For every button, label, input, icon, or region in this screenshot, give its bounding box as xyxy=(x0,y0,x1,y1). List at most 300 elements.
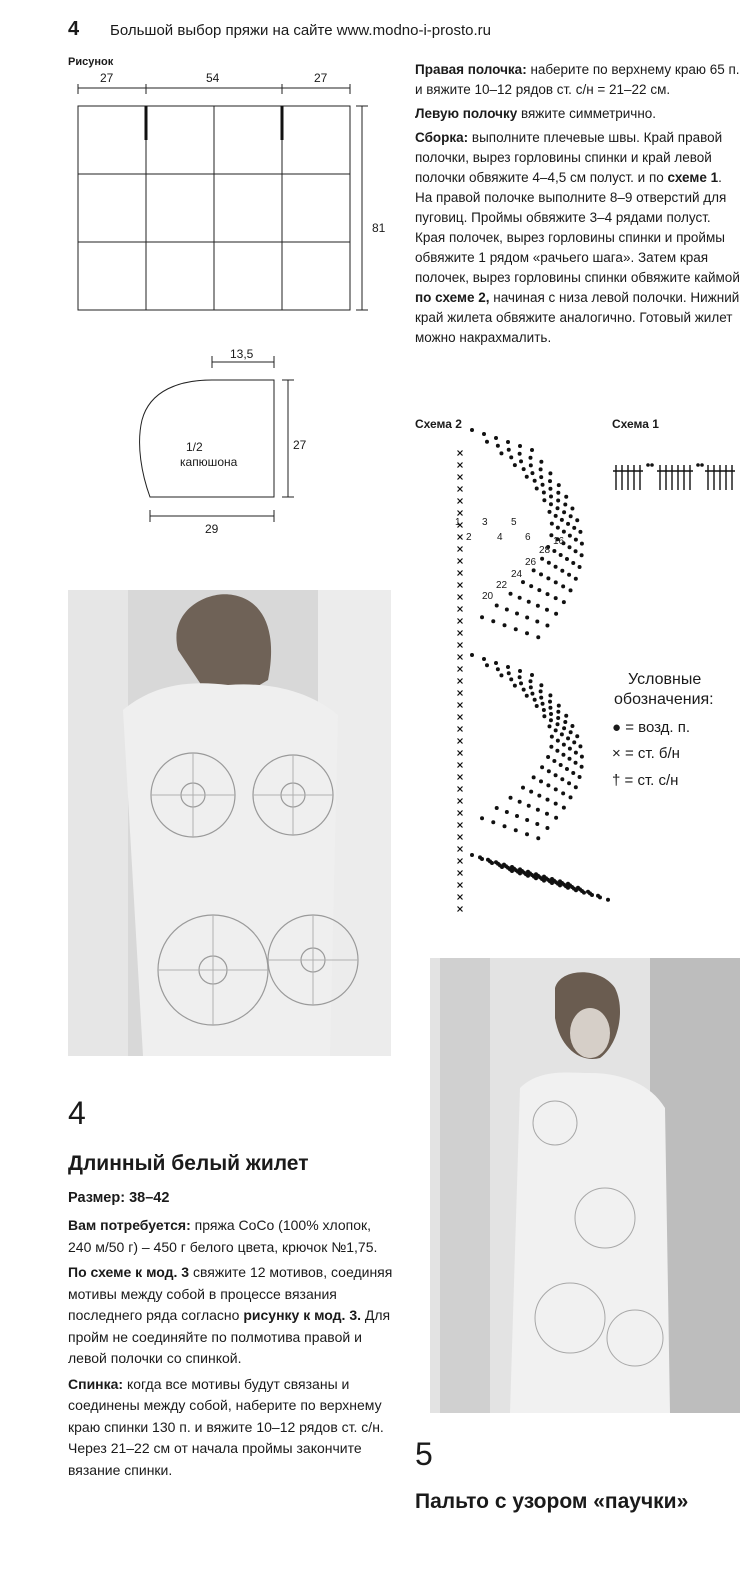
single-crochet-mark xyxy=(458,487,463,492)
scheme2-row-16: 16 xyxy=(553,536,565,547)
chain-stitch-dot xyxy=(578,530,582,534)
chain-stitch-dot xyxy=(571,771,575,775)
chain-stitch-icon: ● xyxy=(612,719,622,736)
chain-stitch-dot xyxy=(554,565,558,569)
chain-stitch-dot xyxy=(499,451,503,455)
legend-dc-text: = ст. с/н xyxy=(624,772,679,789)
chain-stitch-dot xyxy=(572,740,576,744)
chain-stitch-dot xyxy=(554,802,558,806)
chain-stitch-dot xyxy=(518,596,522,600)
chain-stitch-dot xyxy=(514,828,518,832)
chain-stitch-dot xyxy=(569,588,573,592)
chain-stitch-dot xyxy=(527,804,531,808)
chain-stitch-dot xyxy=(503,824,507,828)
chain-stitch-dot xyxy=(563,720,567,724)
scheme2-row-3: 3 xyxy=(482,517,488,528)
chain-stitch-dot xyxy=(578,565,582,569)
chain-stitch-dot xyxy=(569,514,573,518)
chain-stitch-dot xyxy=(513,684,517,688)
single-crochet-mark xyxy=(458,751,463,756)
chain-stitch-dot xyxy=(529,790,533,794)
chain-stitch-dot xyxy=(580,553,584,557)
chain-stitch-dot xyxy=(556,526,560,530)
chain-stitch-dot xyxy=(535,704,539,708)
chain-stitch-dot xyxy=(518,444,522,448)
chain-stitch-dot xyxy=(560,777,564,781)
chain-stitch-dot xyxy=(558,883,562,887)
chain-stitch-dot xyxy=(606,898,610,902)
single-crochet-mark xyxy=(458,691,463,696)
double-crochet-icon: † xyxy=(612,772,621,789)
chain-stitch-dot xyxy=(536,604,540,608)
chain-stitch-dot xyxy=(554,816,558,820)
chain-stitch-dot xyxy=(556,710,560,714)
chain-stitch-dot xyxy=(519,459,523,463)
chain-stitch-dot xyxy=(494,661,498,665)
chain-stitch-dot xyxy=(515,612,519,616)
single-crochet-mark xyxy=(458,583,463,588)
chain-stitch-dot xyxy=(518,669,522,673)
chain-stitch-dot xyxy=(556,739,560,743)
single-crochet-mark xyxy=(458,643,463,648)
chain-stitch-dot xyxy=(548,706,552,710)
chain-stitch-dot xyxy=(495,806,499,810)
single-crochet-mark xyxy=(458,787,463,792)
scheme2-row-24: 24 xyxy=(511,569,523,580)
chain-stitch-dot xyxy=(540,765,544,769)
instructions-right xyxy=(415,60,740,352)
scheme2-row-28: 28 xyxy=(539,545,551,556)
chain-stitch-dot xyxy=(546,755,550,759)
left-front-text: вяжите симметрично. xyxy=(517,106,657,121)
chain-stitch-dot xyxy=(559,553,563,557)
motif-text-1: свяжите 12 мотивов, соединяя мотивы между собой в процессе вязания последнего ряда согласно xyxy=(68,1264,393,1323)
chain-stitch-dot xyxy=(561,791,565,795)
scheme2-diagram xyxy=(450,425,615,915)
legend-chain-text: = возд. п. xyxy=(625,719,691,736)
vest-grid-diagram xyxy=(60,82,400,332)
chain-stitch-dot xyxy=(568,534,572,538)
chain-stitch-dot xyxy=(547,724,551,728)
chain-stitch-dot xyxy=(557,704,561,708)
chain-stitch-dot xyxy=(518,800,522,804)
chain-stitch-dot xyxy=(539,460,543,464)
chain-stitch-dot xyxy=(575,734,579,738)
model5-number: 5 xyxy=(415,1436,433,1472)
chain-stitch-dot xyxy=(569,795,573,799)
scheme2-row-20: 20 xyxy=(482,591,494,602)
chain-stitch-dot xyxy=(574,785,578,789)
chain-stitch-dot xyxy=(509,677,513,681)
chain-stitch-dot xyxy=(537,794,541,798)
chain-stitch-dot xyxy=(547,561,551,565)
hood-dim-right: 27 xyxy=(293,438,307,452)
chain-stitch-dot xyxy=(536,836,540,840)
single-crochet-mark xyxy=(458,871,463,876)
chain-stitch-dot xyxy=(494,436,498,440)
chain-stitch-dot xyxy=(574,751,578,755)
chain-stitch-dot xyxy=(574,549,578,553)
chain-stitch-dot xyxy=(554,596,558,600)
chain-stitch-dot xyxy=(525,616,529,620)
chain-stitch-dot xyxy=(500,865,504,869)
chain-stitch-dot xyxy=(548,487,552,491)
chain-stitch-dot xyxy=(546,576,550,580)
chain-stitch-dot xyxy=(518,452,522,456)
chain-stitch-dot xyxy=(580,542,584,546)
motif-figure-ref: рисунку к мод. 3. xyxy=(243,1307,361,1323)
scheme2-row-1: 1 xyxy=(455,517,461,528)
chain-stitch-dot xyxy=(562,600,566,604)
chain-stitch-dot xyxy=(546,592,550,596)
hood-label-fraction: 1/2 xyxy=(186,440,203,454)
materials-text: пряжа CoCo (100% хлопок, 240 м/50 г) – 450 г белого цвета, крючок №1,75. xyxy=(68,1217,378,1255)
right-front-text: наберите по верхнему краю 65 п. и вяжите 10–12 рядов ст. с/н = 21–22 см. xyxy=(415,62,740,97)
chain-stitch-dot xyxy=(533,698,537,702)
chain-stitch-dot xyxy=(569,730,573,734)
chain-stitch-dot xyxy=(490,861,494,865)
chain-stitch-dot xyxy=(539,467,543,471)
scheme2-row-22: 22 xyxy=(496,580,508,591)
chain-stitch-dot xyxy=(549,712,553,716)
single-crochet-mark xyxy=(458,499,463,504)
chain-stitch-dot xyxy=(541,702,545,706)
chain-stitch-dot xyxy=(542,498,546,502)
chain-stitch-dot xyxy=(562,530,566,534)
chain-stitch-dot xyxy=(556,491,560,495)
scheme2-row-5: 5 xyxy=(511,517,517,528)
chain-stitch-dot xyxy=(505,810,509,814)
chain-stitch-dot xyxy=(568,545,572,549)
chain-stitch-dot xyxy=(549,718,553,722)
chain-stitch-dot xyxy=(572,526,576,530)
chain-stitch-dot xyxy=(598,895,602,899)
chain-stitch-dot xyxy=(525,818,529,822)
chain-stitch-dot xyxy=(574,538,578,542)
chain-stitch-dot xyxy=(545,624,549,628)
figure-label: Рисунок xyxy=(68,56,114,68)
back-heading: Спинка: xyxy=(68,1375,124,1392)
single-crochet-mark xyxy=(458,463,463,468)
chain-stitch-dot xyxy=(525,832,529,836)
chain-stitch-dot xyxy=(532,775,536,779)
chain-stitch-dot xyxy=(510,869,514,873)
chain-stitch-dot xyxy=(522,688,526,692)
assembly-text-2: . На правой полочке выполните 8–9 отверстий для пуговиц. Проймы обвяжите 3–4 рядами полуст. Края полочек, вырез горловины спинки и проймы обвяжите 1 рядом «рачьего шага». Затем края полочек, вырез горловины спинки обвяжите каймой xyxy=(415,170,740,285)
chain-stitch-dot xyxy=(560,732,564,736)
chain-stitch-dot xyxy=(545,608,549,612)
chain-stitch-dot xyxy=(578,744,582,748)
chain-stitch-dot xyxy=(482,432,486,436)
chain-stitch-dot xyxy=(578,775,582,779)
single-crochet-mark xyxy=(458,859,463,864)
chain-stitch-dot xyxy=(535,487,539,491)
chain-stitch-dot xyxy=(534,876,538,880)
single-crochet-mark xyxy=(458,715,463,720)
chain-stitch-dot xyxy=(505,608,509,612)
chain-stitch-dot xyxy=(540,557,544,561)
motif-text-2: Для пройм не соединяйте по полмотива правой и левой полочки со спинкой. xyxy=(68,1307,391,1366)
chain-stitch-dot xyxy=(491,619,495,623)
chain-stitch-dot xyxy=(556,716,560,720)
chain-stitch-dot xyxy=(521,580,525,584)
chain-stitch-dot xyxy=(565,557,569,561)
scheme2-row-4: 4 xyxy=(497,532,503,543)
chain-stitch-dot xyxy=(513,463,517,467)
chain-stitch-dot xyxy=(546,783,550,787)
chain-stitch-dot xyxy=(564,495,568,499)
chain-stitch-dot xyxy=(554,728,558,732)
model4-title: Длинный белый жилет xyxy=(68,1152,309,1175)
chain-stitch-dot xyxy=(525,631,529,635)
hood-dim-bottom: 29 xyxy=(205,522,219,536)
chain-stitch-dot xyxy=(485,440,489,444)
chain-stitch-dot xyxy=(580,765,584,769)
chain-stitch-dot xyxy=(539,779,543,783)
chain-stitch-dot xyxy=(495,604,499,608)
chain-stitch-dot xyxy=(491,820,495,824)
chain-stitch-dot xyxy=(485,663,489,667)
single-crochet-mark xyxy=(458,907,463,912)
chain-stitch-dot xyxy=(574,761,578,765)
chain-stitch-dot xyxy=(496,667,500,671)
chain-stitch-dot xyxy=(542,491,546,495)
hood-dim-top: 13,5 xyxy=(230,347,254,361)
chain-stitch-dot xyxy=(530,471,534,475)
chain-stitch-dot xyxy=(554,773,558,777)
chain-stitch-dot xyxy=(550,735,554,739)
chain-stitch-dot xyxy=(554,580,558,584)
chain-stitch-dot xyxy=(571,561,575,565)
chain-stitch-dot xyxy=(530,448,534,452)
single-crochet-mark xyxy=(458,511,463,516)
chain-stitch-dot xyxy=(570,507,574,511)
chain-stitch-dot xyxy=(547,769,551,773)
coat-photo-illustration xyxy=(430,958,740,1413)
single-crochet-mark xyxy=(458,547,463,552)
single-crochet-mark xyxy=(458,799,463,804)
chain-stitch-dot xyxy=(499,673,503,677)
chain-stitch-dot xyxy=(566,522,570,526)
chain-stitch-dot xyxy=(566,886,570,890)
scheme2-row-26: 26 xyxy=(525,557,537,568)
chain-stitch-dot xyxy=(532,568,536,572)
chain-stitch-dot xyxy=(548,700,552,704)
chain-stitch-dot xyxy=(542,714,546,718)
chain-stitch-dot xyxy=(562,726,566,730)
chain-stitch-dot xyxy=(552,549,556,553)
dim-top-left: 27 xyxy=(100,71,114,85)
model5-title: Пальто с узором «паучки» xyxy=(415,1490,689,1513)
chain-stitch-dot xyxy=(507,448,511,452)
chain-stitch-dot xyxy=(563,503,567,507)
chain-stitch-dot xyxy=(556,722,560,726)
single-crochet-icon: × xyxy=(612,745,621,762)
dim-top-right: 27 xyxy=(314,71,328,85)
chain-stitch-dot xyxy=(547,510,551,514)
chain-stitch-dot xyxy=(539,696,543,700)
chain-stitch-dot xyxy=(529,463,533,467)
chain-stitch-dot xyxy=(528,679,532,683)
chain-stitch-dot xyxy=(561,753,565,757)
chain-stitch-dot xyxy=(545,812,549,816)
chain-stitch-dot xyxy=(509,592,513,596)
scheme2-row-6: 6 xyxy=(525,532,531,543)
site-banner: Большой выбор пряжи на сайте www.modno-i-prosto.ru xyxy=(110,22,491,39)
chain-stitch-dot xyxy=(567,781,571,785)
scheme2-row-2: 2 xyxy=(466,532,472,543)
single-crochet-mark xyxy=(458,895,463,900)
legend-item-dc xyxy=(612,772,678,789)
chain-stitch-dot xyxy=(482,657,486,661)
chain-stitch-dot xyxy=(536,808,540,812)
single-crochet-mark xyxy=(458,595,463,600)
scheme2-label: Схема 2 xyxy=(415,417,462,431)
chain-stitch-dot xyxy=(529,584,533,588)
chain-stitch-dot xyxy=(574,888,578,892)
chain-stitch-dot xyxy=(561,584,565,588)
model4-number: 4 xyxy=(68,1095,86,1131)
single-crochet-mark xyxy=(458,811,463,816)
chain-stitch-dot xyxy=(560,569,564,573)
materials-heading: Вам потребуется: xyxy=(68,1217,191,1233)
scheme1-label: Схема 1 xyxy=(612,417,659,431)
chain-stitch-dot xyxy=(562,743,566,747)
vest-back-photo xyxy=(68,590,391,1056)
chain-stitch-dot xyxy=(548,479,552,483)
chain-stitch-dot xyxy=(470,653,474,657)
single-crochet-mark xyxy=(458,763,463,768)
chain-stitch-dot xyxy=(559,763,563,767)
chain-stitch-dot xyxy=(565,767,569,771)
chain-stitch-dot xyxy=(570,724,574,728)
assembly-text-1: выполните плечевые швы. Край правой полочки, вырез горловины спинки и край левой полочки обвяжите 4–4,5 см полуст. и по xyxy=(415,130,723,185)
dim-top-middle: 54 xyxy=(206,71,220,85)
coat-photo xyxy=(430,958,740,1413)
chain-stitch-dot xyxy=(530,673,534,677)
single-crochet-mark xyxy=(458,535,463,540)
single-crochet-mark xyxy=(458,883,463,888)
chain-stitch-dot xyxy=(539,475,543,479)
chain-stitch-dot xyxy=(542,879,546,883)
chain-stitch-dot xyxy=(509,796,513,800)
chain-stitch-dot xyxy=(535,620,539,624)
chain-stitch-dot xyxy=(509,455,513,459)
single-crochet-mark xyxy=(458,823,463,828)
single-crochet-mark xyxy=(458,667,463,672)
legend-sc-text: = ст. б/н xyxy=(624,745,680,762)
chain-stitch-dot xyxy=(554,514,558,518)
single-crochet-mark xyxy=(458,679,463,684)
chain-stitch-dot xyxy=(562,806,566,810)
legend-title-2: обозначения: xyxy=(614,691,714,708)
chain-stitch-dot xyxy=(566,736,570,740)
chain-stitch-dot xyxy=(526,874,530,878)
chain-stitch-dot xyxy=(539,689,543,693)
legend-item-chain xyxy=(612,719,690,736)
chain-stitch-dot xyxy=(562,510,566,514)
single-crochet-mark xyxy=(458,475,463,480)
assembly-scheme1-ref: схеме 1 xyxy=(667,170,719,185)
chain-stitch-dot xyxy=(503,623,507,627)
chain-stitch-dot xyxy=(548,693,552,697)
chain-stitch-dot xyxy=(575,518,579,522)
chain-stitch-dot xyxy=(564,714,568,718)
model4-instructions xyxy=(68,1215,393,1485)
single-crochet-mark xyxy=(458,451,463,456)
chain-stitch-dot xyxy=(554,612,558,616)
single-crochet-mark xyxy=(458,607,463,612)
chain-stitch-dot xyxy=(519,681,523,685)
motif-heading: По схеме к мод. 3 xyxy=(68,1264,190,1280)
hood-diagram xyxy=(130,350,300,535)
single-crochet-mark xyxy=(458,847,463,852)
single-crochet-mark xyxy=(458,619,463,624)
chain-stitch-dot xyxy=(556,499,560,503)
chain-stitch-dot xyxy=(539,683,543,687)
chain-stitch-dot xyxy=(550,522,554,526)
chain-stitch-dot xyxy=(536,635,540,639)
chain-stitch-dot xyxy=(549,745,553,749)
assembly-text-3: начиная с низа левой полочки. Нижний край жилета обвяжите аналогично. Готовый жилет можно накрахмалить. xyxy=(415,290,740,345)
chain-stitch-dot xyxy=(521,786,525,790)
chain-stitch-dot xyxy=(552,759,556,763)
chain-stitch-dot xyxy=(541,483,545,487)
chain-stitch-dot xyxy=(470,428,474,432)
chain-stitch-dot xyxy=(549,502,553,506)
chain-stitch-dot xyxy=(527,600,531,604)
chain-stitch-dot xyxy=(555,749,559,753)
chain-stitch-dot xyxy=(480,615,484,619)
chain-stitch-dot xyxy=(580,755,584,759)
chain-stitch-dot xyxy=(554,787,558,791)
chain-stitch-dot xyxy=(557,483,561,487)
chain-stitch-dot xyxy=(549,495,553,499)
chain-stitch-dot xyxy=(480,816,484,820)
chain-stitch-dot xyxy=(496,444,500,448)
chain-stitch-dot xyxy=(518,871,522,875)
legend-title-1: Условные xyxy=(628,671,702,688)
right-front-heading: Правая полочка: xyxy=(415,62,527,77)
legend-item-sc xyxy=(612,745,680,762)
chain-stitch-dot xyxy=(560,518,564,522)
chain-stitch-dot xyxy=(568,757,572,761)
chain-stitch-dot xyxy=(574,577,578,581)
single-crochet-mark xyxy=(458,727,463,732)
chain-stitch-dot xyxy=(506,665,510,669)
chain-stitch-dot xyxy=(556,506,560,510)
assembly-heading: Сборка: xyxy=(415,130,469,145)
chain-stitch-dot xyxy=(470,853,474,857)
chain-stitch-dot xyxy=(542,708,546,712)
chain-stitch-dot xyxy=(582,891,586,895)
chain-stitch-dot xyxy=(539,572,543,576)
chain-stitch-dot xyxy=(514,627,518,631)
chain-stitch-dot xyxy=(522,467,526,471)
chain-stitch-dot xyxy=(548,471,552,475)
single-crochet-mark xyxy=(458,559,463,564)
chain-stitch-dot xyxy=(550,881,554,885)
back-text: когда все мотивы будут связаны и соединены между собой, наберите по верхнему краю спинки 130 п. и вяжите 10–12 рядов ст. с/н. Через 21–22 см от начала проймы закончите вязание спинки. xyxy=(68,1375,384,1478)
chain-stitch-dot xyxy=(529,685,533,689)
single-crochet-mark xyxy=(458,775,463,780)
chain-stitch-dot xyxy=(567,573,571,577)
single-crochet-mark xyxy=(458,835,463,840)
assembly-scheme2-ref: по схеме 2, xyxy=(415,290,490,305)
model4-size: Размер: 38–42 xyxy=(68,1190,170,1206)
chain-stitch-dot xyxy=(506,440,510,444)
chain-stitch-dot xyxy=(590,893,594,897)
